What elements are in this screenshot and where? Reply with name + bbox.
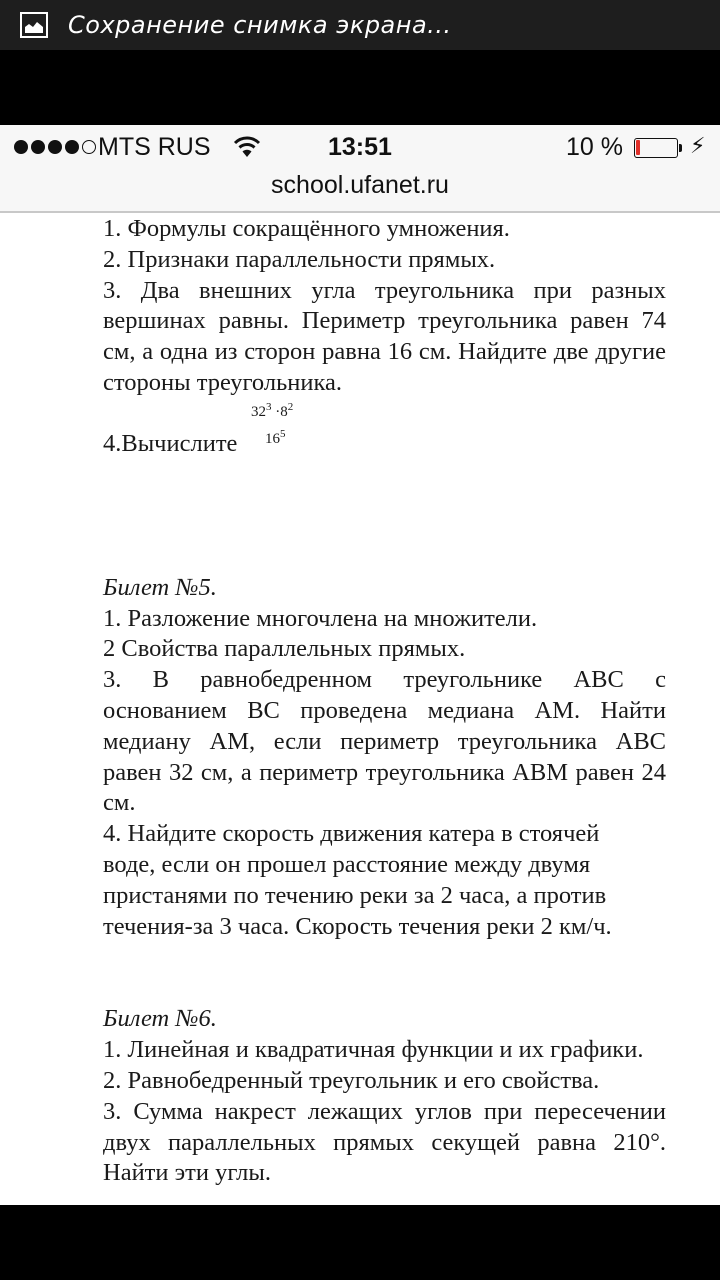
status-bar bbox=[0, 131, 720, 167]
battery-level bbox=[636, 140, 640, 155]
screenshot-notification[interactable] bbox=[0, 0, 720, 50]
signal-dot bbox=[14, 140, 28, 154]
ticket4-item-3: 3. Два внешних угла треугольника при разных вершинах равны. Периметр треугольника равен 74 см, а одна из сторон равна 16 см. Найдите две другие стороны треугольника. bbox=[103, 276, 666, 396]
ticket4-item-1: 1. Формулы сокращённого умножения. bbox=[103, 215, 510, 242]
bolt-icon: ⚡︎ bbox=[690, 133, 706, 158]
ticket5-item-3: 3. В равнобедренном треугольнике АВС с основанием ВС проведена медиана АМ. Найти медиану АМ, если периметр треугольника АВС равен 32 см, а периметр треугольника АВМ равен 24 см. bbox=[103, 666, 666, 817]
ticket5-item-1: 1. Разложение многочлена на множители. bbox=[103, 604, 538, 632]
bottom-black-bar bbox=[0, 1205, 720, 1280]
wifi-icon bbox=[233, 135, 261, 166]
clock: 13:51 bbox=[328, 133, 392, 161]
ticket5-item-2: 2 Свойства параллельных прямых. bbox=[103, 635, 466, 663]
ticket6-title: Билет №6. bbox=[103, 1005, 217, 1033]
ticket4-item-2: 2. Признаки параллельности прямых. bbox=[103, 245, 496, 273]
ticket5-item-4: 4. Найдите скорость движения катера в стоячей воде, если он прошел расстояние между двумя пристанями по течению реки за 2 часа, а против течения-за 3 часа. Скорость течения реки 2 км/ч. bbox=[103, 820, 612, 940]
signal-strength-icon bbox=[14, 140, 96, 154]
phone-screenshot bbox=[0, 125, 720, 1205]
carrier-name: MTS RUS bbox=[98, 133, 211, 161]
ios-status-and-url-bar bbox=[0, 125, 720, 213]
signal-dot bbox=[31, 140, 45, 154]
ticket6-item-1: 1. Линейная и квадратичная функции и их графики. bbox=[103, 1036, 644, 1064]
signal-dot-empty bbox=[82, 140, 96, 154]
document-page bbox=[103, 196, 666, 1189]
signal-dot bbox=[65, 140, 79, 154]
url-bar[interactable]: school.ufanet.ru bbox=[271, 171, 449, 199]
calc-label: 4.Вычислите bbox=[103, 429, 238, 457]
ticket5-title: Билет №5. bbox=[103, 573, 217, 601]
image-icon bbox=[20, 12, 48, 38]
notification-text: Сохранение снимка экрана... bbox=[68, 11, 452, 39]
ticket6-item-2: 2. Равнобедренный треугольник и его свойства. bbox=[103, 1066, 600, 1094]
signal-dot bbox=[48, 140, 62, 154]
calc-denominator: $16^5$ bbox=[265, 427, 286, 447]
black-bar bbox=[0, 50, 720, 125]
battery-tip bbox=[679, 144, 682, 152]
calc-numerator: $32^3 \cdot 8^2$ bbox=[251, 400, 294, 420]
battery-icon bbox=[634, 138, 678, 158]
ticket6-item-3: 3. Сумма накрест лежащих углов при пересечении двух параллельных прямых секущей равна 210°. Найти эти углы. bbox=[103, 1097, 666, 1187]
ticket4-item-4 bbox=[103, 400, 666, 465]
battery-percentage: 10 % bbox=[566, 133, 623, 161]
